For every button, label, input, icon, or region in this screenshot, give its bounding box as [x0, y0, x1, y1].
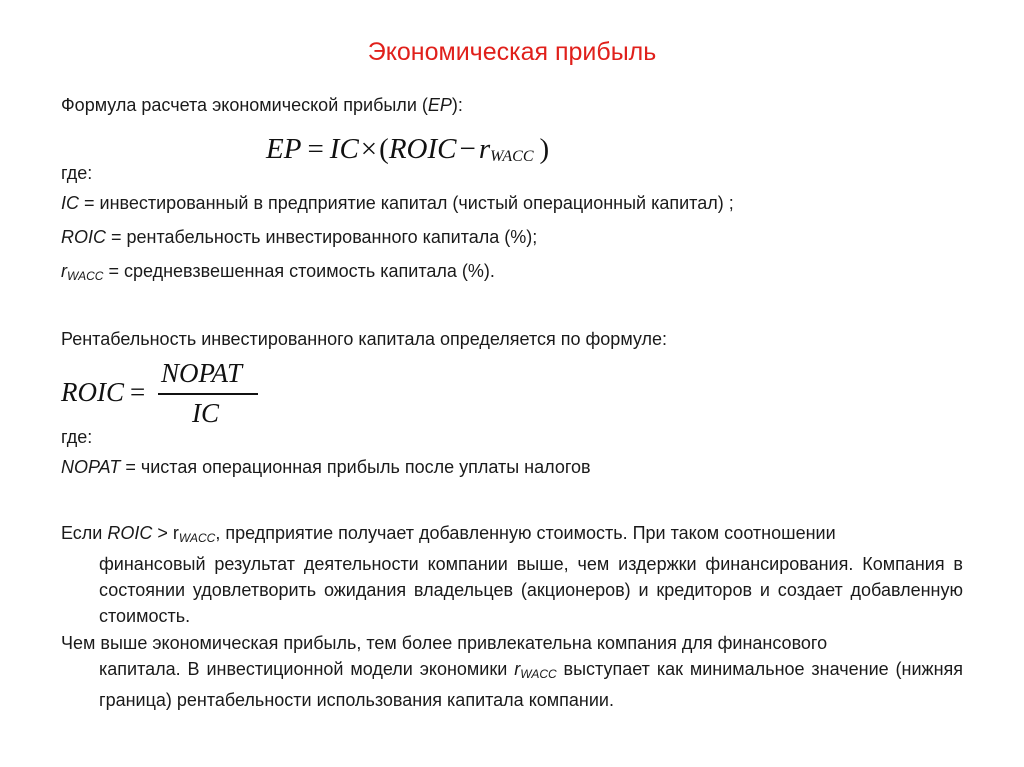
paragraph-attractiveness — [61, 630, 963, 713]
fraction-numerator: NOPAT — [161, 358, 243, 388]
para2-part1: капитала. В инвестиционной модели экономики — [99, 659, 515, 679]
intro-ep: EP — [427, 95, 452, 115]
para2-wacc-subscript: WACC — [520, 667, 557, 681]
ep-symbol: EP — [266, 133, 302, 165]
fraction-bar — [158, 393, 258, 395]
para1-part1: Если — [61, 523, 108, 543]
right-paren: ) — [539, 133, 550, 165]
para1-wacc-subscript: WACC — [178, 531, 216, 545]
def-roic — [61, 224, 537, 250]
roic-intro: Рентабельность инвестированного капитала определяется по формуле: — [61, 329, 668, 349]
def-ic — [61, 190, 734, 216]
def-ic-text: = инвестированный в предприятие капитал (чистый операционный капитал) ; — [79, 193, 734, 213]
intro-text: Формула расчета экономической прибыли ( — [61, 95, 428, 115]
def-nopat-text: = чистая операционная прибыль после уплаты налогов — [120, 457, 591, 477]
para2-r: r — [514, 659, 521, 679]
def-wacc-subscript: WACC — [67, 269, 104, 283]
para1-first-line — [61, 520, 963, 551]
economic-profit-formula — [266, 133, 549, 166]
para2-part2: выступает как минимальное значение (нижняя граница) рентабельности использования капитала компании. — [99, 659, 964, 710]
para1-part2: > r — [152, 523, 179, 543]
equals-sign: = — [307, 133, 324, 165]
roic-formula-lhs — [61, 377, 145, 408]
formula-intro — [61, 92, 463, 118]
para1-rest: финансовый результат деятельности компании выше, чем издержки финансирования. Компания в состоянии удовлетворить ожидания владельцев (акционеров) и кредиторов и создает добавленную стоимость. — [99, 554, 963, 626]
intro-end: ): — [451, 95, 463, 115]
fraction-denominator: IC — [192, 398, 219, 428]
r-symbol: r — [478, 133, 491, 165]
def-r-symbol: r — [61, 261, 67, 281]
para1-roic: ROIC — [107, 523, 153, 543]
def-rwacc — [61, 258, 495, 289]
where-label-1: где: — [61, 163, 93, 183]
ic-symbol: IC — [329, 133, 359, 165]
roic-equals-sign: = — [130, 377, 146, 407]
where-label-2: где: — [61, 427, 93, 447]
def-nopat — [61, 454, 591, 480]
para2-first-line: Чем выше экономическая прибыль, тем более привлекательна компания для финансового — [61, 633, 828, 653]
left-paren: ( — [379, 133, 389, 165]
paragraph-value-creation — [61, 520, 963, 629]
def-roic-text: = рентабельность инвестированного капитала (%); — [106, 227, 538, 247]
minus-sign: − — [459, 133, 476, 165]
slide-title: Экономическая прибыль — [367, 38, 657, 66]
roic-symbol: ROIC — [388, 133, 457, 165]
def-ic-symbol: IC — [61, 193, 79, 213]
para1-part3: , предприятие получает добавленную стоимость. При таком соотношении — [215, 523, 836, 543]
def-nopat-symbol: NOPAT — [61, 457, 121, 477]
def-rwacc-text: = средневзвешенная стоимость капитала (%). — [103, 261, 495, 281]
def-roic-symbol: ROIC — [61, 227, 106, 247]
times-sign: × — [360, 133, 378, 165]
para2-rest — [61, 656, 963, 713]
roic-lhs-symbol: ROIC — [61, 377, 124, 407]
wacc-subscript: WACC — [490, 148, 534, 165]
